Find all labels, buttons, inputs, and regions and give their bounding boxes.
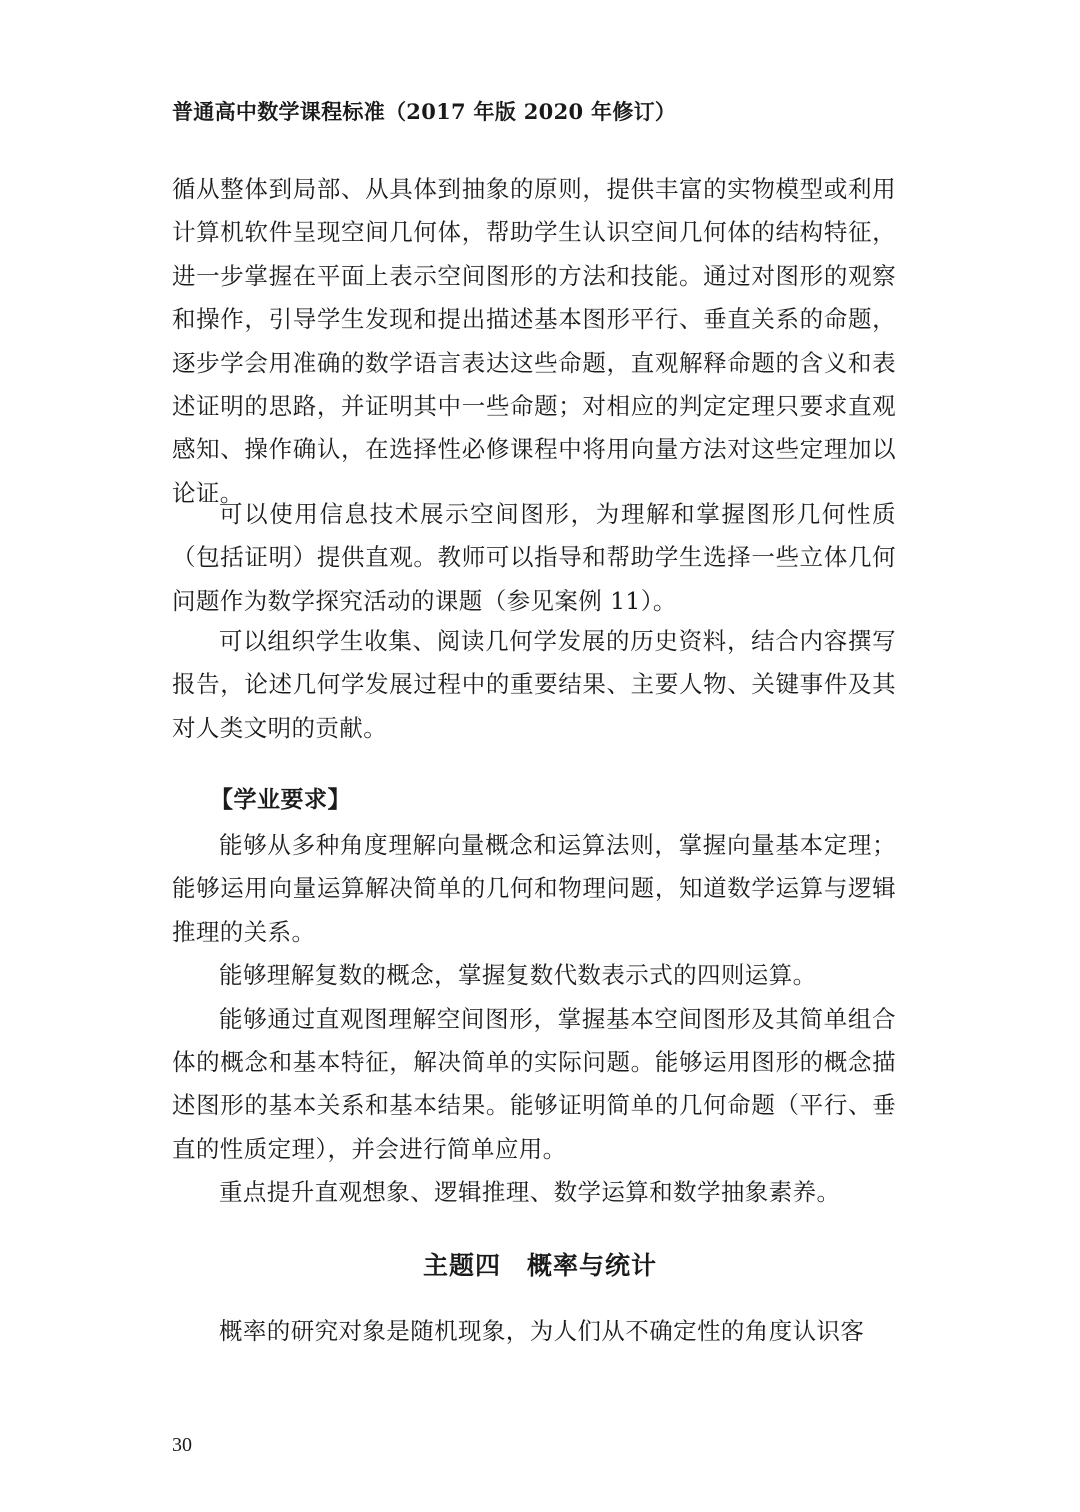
paragraph: 可以使用信息技术展示空间图形，为理解和掌握图形几何性质（包括证明）提供直观。教师可以指导和帮助学生选择一些立体几何问题作为数学探究活动的课题（参见案例 11）。 bbox=[172, 500, 896, 615]
paragraph-continued: 循从整体到局部、从具体到抽象的原则，提供丰富的实物模型或利用计算机软件呈现空间几何体，帮助学生认识空间几何体的结构特征，进一步掌握在平面上表示空间图形的方法和技能。通过对图形的观察和操作，引导学生发现和提出描述基本图形平行、垂直关系的命题，逐步学会用准确的数学语言表达这些命题，直观解释命题的含义和表述证明的思路，并证明其中一些命题；对相应的判定定理只要求直观感知、操作确认，在选择性必修课程中将用向量方法对这些定理加以论证。 bbox=[172, 175, 896, 507]
paragraph: 可以组织学生收集、阅读几何学发展的历史资料，结合内容撰写报告，论述几何学发展过程中的重要结果、主要人物、关键事件及其对人类文明的贡献。 bbox=[172, 627, 896, 742]
requirement-paragraph: 能够从多种角度理解向量概念和运算法则，掌握向量基本定理；能够运用向量运算解决简单的几何和物理问题，知道数学运算与逻辑推理的关系。 bbox=[172, 831, 896, 946]
body-block bbox=[172, 1310, 896, 1353]
body-block bbox=[172, 168, 896, 515]
page-number: 30 bbox=[172, 1434, 192, 1456]
requirement-paragraph: 重点提升直观想象、逻辑推理、数学运算和数学抽象素养。 bbox=[219, 1178, 841, 1207]
paragraph: 概率的研究对象是随机现象，为人们从不确定性的角度认识客 bbox=[219, 1317, 865, 1345]
requirement-paragraph: 能够通过直观图理解空间图形，掌握基本空间图形及其简单组合体的概念和基本特征，解决简单的实际问题。能够运用图形的概念描述图形的基本关系和基本结果。能够证明简单的几何命题（平行、垂直的性质定理），并会进行简单应用。 bbox=[172, 1004, 896, 1163]
running-header: 普通高中数学课程标准（2017 年版 2020 年修订） bbox=[172, 99, 677, 124]
body-block bbox=[172, 620, 896, 750]
body-block bbox=[172, 493, 896, 623]
section-heading: 【学业要求】 bbox=[210, 787, 351, 813]
requirements-list bbox=[172, 824, 896, 1215]
topic-title: 主题四 概率与统计 bbox=[422, 1251, 657, 1280]
requirement-paragraph: 能够理解复数的概念，掌握复数代数表示式的四则运算。 bbox=[219, 961, 817, 990]
